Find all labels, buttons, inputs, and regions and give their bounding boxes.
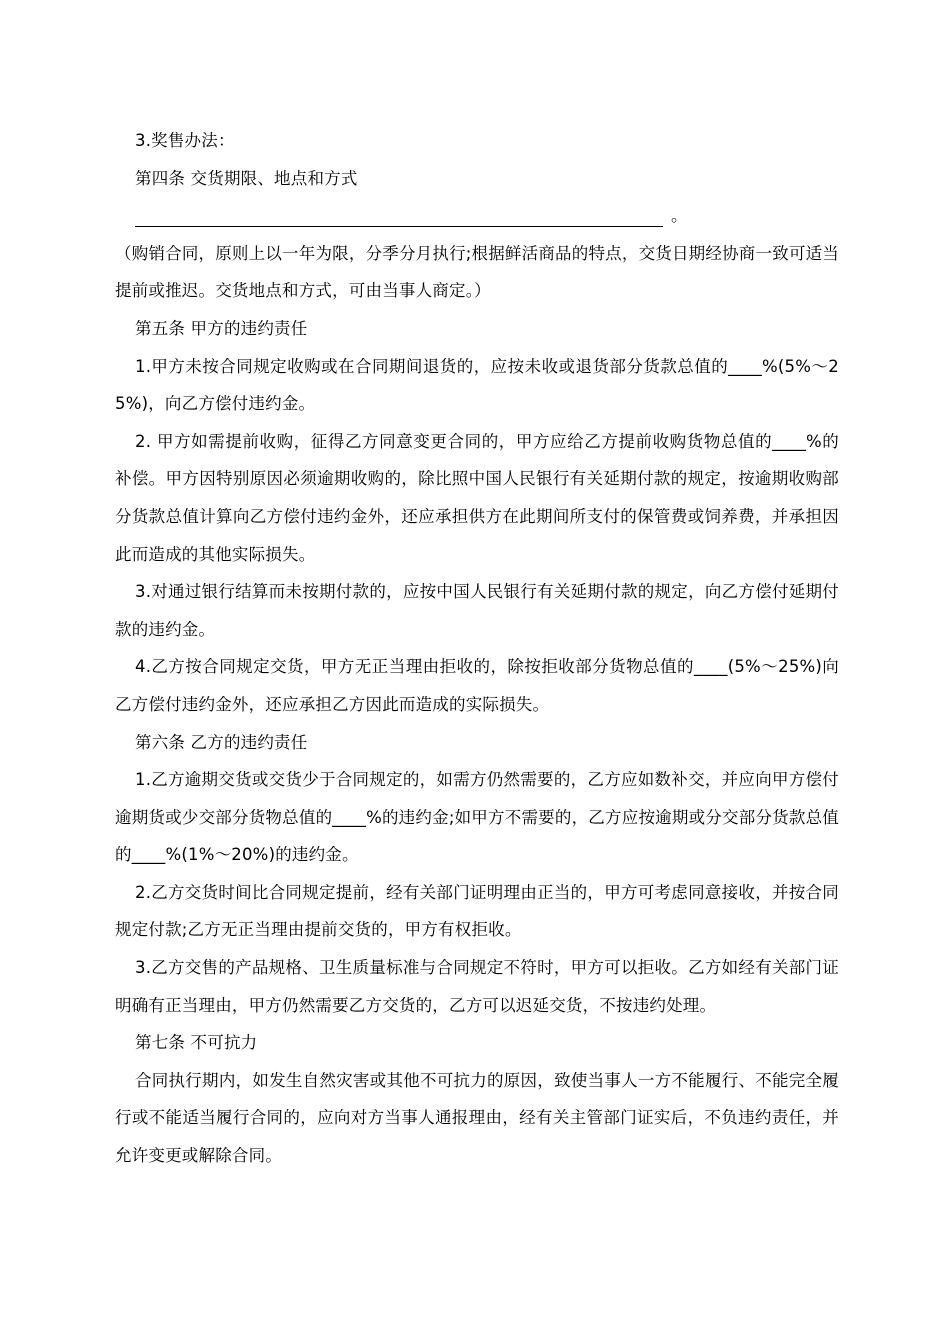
article-5-clause-2: 2. 甲方如需提前收购，征得乙方同意变更合同的，甲方应给乙方提前收购货物总值的____%的补偿。甲方因特别原因必须逾期收购的，除比照中国人民银行有关延期付款的规定，按逾期收购部分货款总值计算向乙方偿付违约金外，还应承担供方在此期间所支付的保管费或饲养费，并承担因此而造成的其他实际损失。 <box>115 431 839 564</box>
article-6-heading: 第六条 乙方的违约责任 <box>135 732 308 752</box>
clause-prize-sale-method: 3.奖售办法： <box>135 131 235 150</box>
article-5-clause-3: 3.对通过银行结算而未按期付款的，应按中国人民银行有关延期付款的规定，向乙方偿付延期付款的违约金。 <box>115 582 839 639</box>
article-6-clause-1: 1.乙方逾期交货或交货少于合同规定的，如需方仍然需要的，乙方应如数补交，并应向甲方偿付逾期货或少交部分货物总值的____%的违约金;如甲方不需要的，乙方应按逾期或分交部分货款总值的____%(1%～20%)的违约金。 <box>115 770 839 865</box>
article-6-clause-2: 2.乙方交货时间比合同规定提前，经有关部门证明理由正当的，甲方可考虑同意接收，并按合同规定付款;乙方无正当理由提前交货的，甲方有权拒收。 <box>115 882 839 940</box>
article-5-heading: 第五条 甲方的违约责任 <box>135 318 308 338</box>
blank-end-punctuation: 。 <box>671 206 688 226</box>
article-4-heading: 第四条 交货期限、地点和方式 <box>135 168 358 188</box>
fill-in-blank-line <box>115 197 839 235</box>
article-5-clause-1: 1.甲方未按合同规定收购或在合同期间退货的，应按未收或退货部分货款总值的____%(5%～25%)，向乙方偿付违约金。 <box>115 356 839 414</box>
underline-blank <box>135 226 663 227</box>
article-5-clause-4: 4.乙方按合同规定交货，甲方无正当理由拒收的，除按拒收部分货物总值的____(5%～25%)向乙方偿付违约金外，还应承担乙方因此而造成的实际损失。 <box>115 657 839 714</box>
article-7-heading: 第七条 不可抗力 <box>135 1033 258 1053</box>
article-6-clause-3: 3.乙方交售的产品规格、卫生质量标准与合同规定不符时，甲方可以拒收。乙方如经有关部门证明确有正当理由，甲方仍然需要乙方交货的，乙方可以迟延交货，不按违约处理。 <box>115 958 839 1015</box>
article-4-note: （购销合同，原则上以一年为限，分季分月执行;根据鲜活商品的特点，交货日期经协商一致可适当提前或推迟。交货地点和方式，可由当事人商定。） <box>115 243 839 301</box>
article-7-body: 合同执行期内，如发生自然灾害或其他不可抗力的原因，致使当事人一方不能履行、不能完全履行或不能适当履行合同的，应向对方当事人通报理由，经有关主管部门证实后，不负违约责任，并允许变更或解除合同。 <box>115 1070 839 1166</box>
contract-text <box>115 122 839 1175</box>
